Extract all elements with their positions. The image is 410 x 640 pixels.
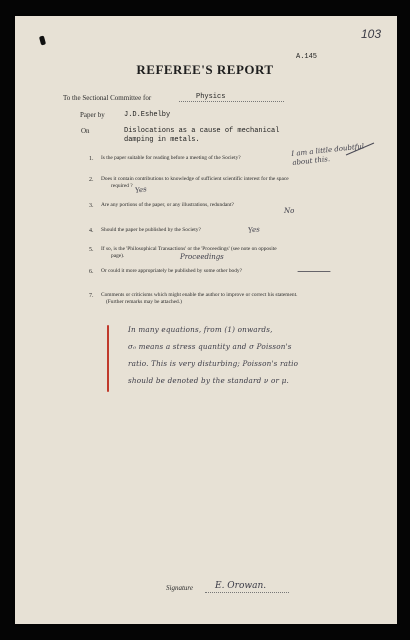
signature-label: Signature (166, 584, 193, 592)
signature-value: E. Orowan. (215, 581, 267, 591)
question-4-answer: Yes (247, 225, 261, 235)
question-7-text-line-1: Comments or criticisms which might enable the author to improve or correct his statement. (101, 292, 298, 298)
committee-value: Physics (196, 93, 226, 101)
question-6-text: Or could it more appropriately be published by some other body? (101, 268, 243, 274)
comment-line-1: In many equations, from (1) onwards, (128, 325, 273, 334)
question-1-text: Is the paper suitable for reading before a meeting of the Society? (101, 155, 241, 161)
committee-label: To the Sectional Committee for (63, 94, 152, 102)
on-label: On (81, 127, 90, 135)
question-2-text-line-1: Does it contain contributions to knowledge of sufficient scientific interest for the space (101, 176, 289, 182)
question-3-number: 3. (89, 203, 94, 209)
signature-dotted-line (205, 592, 289, 593)
question-3-answer: No (284, 207, 295, 215)
subject-line-2: damping in metals. (124, 136, 200, 144)
question-2-answer: Yes (134, 185, 148, 195)
question-6-number: 6. (89, 269, 94, 275)
question-1-number: 1. (89, 156, 94, 162)
question-5-number: 5. (89, 247, 94, 253)
question-5-text-line-1: If so, is the 'Philosophical Transactions' or the 'Proceedings' (see note on opposite (101, 246, 277, 252)
comment-line-4: should be denoted by the standard ν or μ. (128, 376, 289, 385)
question-6-answer: — (296, 264, 332, 278)
question-7-number: 7. (89, 293, 94, 299)
paper-by-label: Paper by (80, 111, 105, 119)
question-5-answer: Proceedings (180, 253, 224, 261)
red-margin-mark (107, 325, 109, 392)
question-5-text-line-2: page). (111, 253, 125, 259)
form-title: REFEREE'S REPORT (136, 62, 274, 77)
q1-check-stroke (346, 143, 374, 155)
comment-line-2: σ₀ means a stress quantity and σ Poisson's (128, 342, 292, 351)
question-7-text-line-2: (Further remarks may be attached.) (106, 299, 182, 305)
author-value: J.D.Eshelby (124, 111, 171, 119)
reference-code: A.145 (296, 53, 318, 61)
question-1-answer: I am a little doubtful about this. (291, 142, 365, 167)
question-4-text: Should the paper be published by the Society? (101, 227, 201, 233)
question-2-text-line-2: required ? (111, 183, 133, 189)
subject-line-1: Dislocations as a cause of mechanical (124, 127, 280, 135)
question-2-number: 2. (89, 177, 94, 183)
question-4-number: 4. (89, 228, 94, 234)
archive-number: 103 (361, 27, 382, 41)
question-3-text: Are any portions of the paper, or any illustrations, redundant? (101, 202, 234, 208)
comment-line-3: ratio. This is very disturbing; Poisson's ratio (128, 359, 299, 368)
